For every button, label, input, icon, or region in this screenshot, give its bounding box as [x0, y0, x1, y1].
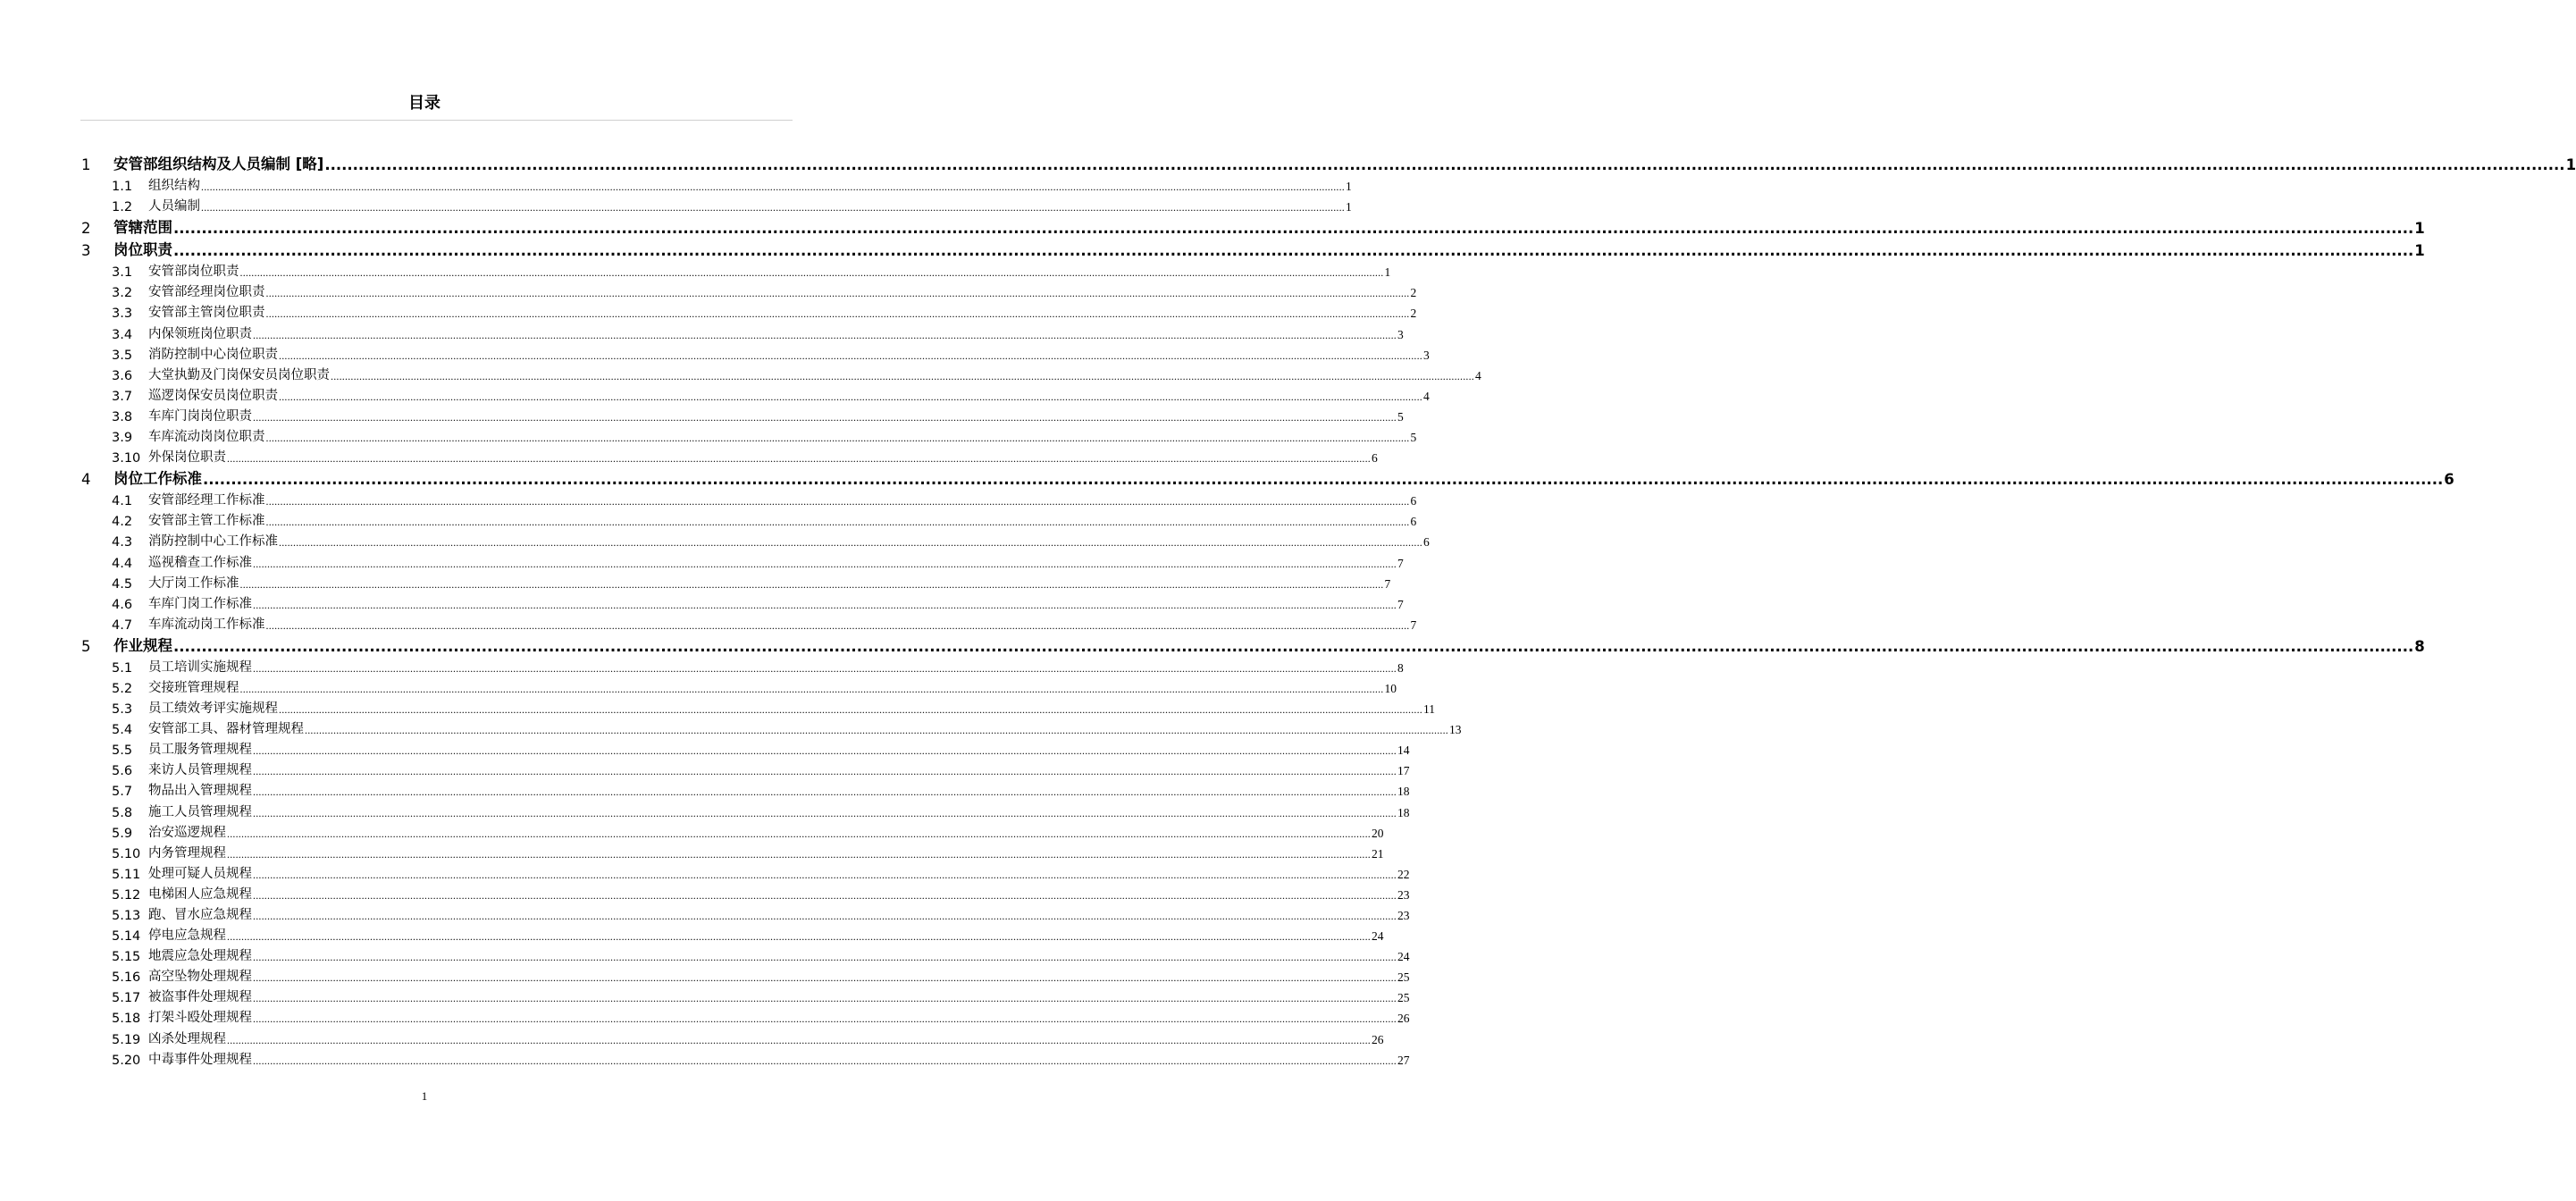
toc-entry-number: 5.5	[112, 743, 133, 759]
toc-section-entry[interactable]	[80, 321, 1404, 342]
toc-dot-leader: ................................................................................................................................................................................................................................................................................................................................................................................................................	[253, 661, 1397, 675]
toc-entry-page: 26	[1372, 1032, 1384, 1046]
toc-dot-leader: ................................................................................................................................................................................................................................................................................................................................................................................................................	[253, 785, 1397, 799]
toc-dot-leader: ................................................................................................................................................................................................................................................................................................................................................................................................................	[253, 410, 1397, 424]
toc-entry-number: 5.14	[112, 929, 141, 945]
toc-entry-title: 消防控制中心岗位职责	[148, 347, 278, 362]
page-number: 1	[421, 1089, 428, 1103]
toc-entry-number: 3.10	[112, 451, 141, 466]
toc-entry-title: 人员编制	[148, 199, 200, 214]
toc-entry-title: 打架斗殴处理规程	[148, 1011, 252, 1026]
toc-entry-number: 4.5	[112, 576, 133, 592]
toc-entry-page: 17	[1397, 764, 1410, 778]
toc-dot-leader: ................................................................................................................................................................................................................................................................................................................................................................................................................	[239, 682, 1384, 695]
toc-entry-page: 8	[2414, 637, 2425, 655]
toc-entry-title: 地震应急处理规程	[148, 949, 252, 964]
toc-dot-leader: ................................................................................................................................................................................................................................................................................................................................................................................................................	[253, 806, 1397, 819]
toc-entry-page: 10	[1384, 681, 1397, 695]
toc-section-entry[interactable]	[80, 383, 1430, 404]
toc-entry-page: 8	[1397, 660, 1404, 675]
toc-entry-number: 5.10	[112, 846, 141, 861]
toc-entry-title: 车库门岗岗位职责	[148, 408, 252, 424]
toc-entry-number: 1.2	[112, 200, 133, 215]
toc-entry-number: 5.15	[112, 950, 141, 965]
toc-section-entry[interactable]	[80, 259, 1391, 281]
toc-entry-page: 24	[1397, 950, 1410, 964]
toc-entry-page: 14	[1397, 743, 1410, 758]
toc-entry-number: 5.7	[112, 785, 133, 800]
toc-entry-number: 1.1	[112, 180, 133, 195]
toc-dot-leader: ................................................................................................................................................................................................................................................................................................................................................................................................................	[253, 744, 1397, 758]
toc-section-entry[interactable]	[80, 861, 1410, 882]
toc-entry-page: 21	[1372, 846, 1384, 861]
toc-entry-title: 安管部工具、器材管理规程	[148, 722, 304, 737]
toc-entry-number: 3.8	[112, 409, 133, 424]
toc-entry-number: 4.6	[112, 597, 133, 612]
toc-entry-number: 5.6	[112, 764, 133, 779]
toc-entry-page: 1	[2414, 242, 2425, 260]
toc-entry-title: 车库流动岗工作标准	[148, 617, 265, 632]
toc-entry-title: 员工培训实施规程	[148, 659, 252, 675]
toc-title: 目录	[408, 94, 441, 113]
toc-dot-leader: ................................................................................................................................................................................................................................................................................................................................................................................................................	[265, 287, 1410, 300]
toc-section-entry[interactable]	[80, 820, 1384, 841]
toc-section-entry[interactable]	[80, 445, 1378, 466]
toc-dot-leader: ................................................................................................................................................................................................................................................................................................................................................................................................................	[173, 637, 2414, 655]
toc-entry-title: 员工服务管理规程	[148, 743, 252, 758]
toc-section-entry[interactable]	[80, 985, 1410, 1006]
toc-entry-title: 处理可疑人员规程	[148, 866, 252, 881]
toc-entry-number: 5.17	[112, 991, 141, 1006]
toc-chapter-entry[interactable]	[80, 633, 2425, 655]
toc-entry-page: 25	[1397, 991, 1410, 1005]
toc-dot-leader: ................................................................................................................................................................................................................................................................................................................................................................................................................	[253, 1054, 1397, 1067]
toc-entry-page: 24	[1372, 929, 1384, 944]
toc-entry-number: 4.2	[112, 515, 133, 530]
toc-section-entry[interactable]	[80, 923, 1384, 945]
toc-entry-title: 凶杀处理规程	[148, 1031, 226, 1046]
toc-entry-number: 5	[81, 637, 91, 655]
toc-dot-leader: ................................................................................................................................................................................................................................................................................................................................................................................................................	[331, 369, 1474, 382]
toc-entry-title: 治安巡逻规程	[148, 825, 226, 840]
toc-section-entry[interactable]	[80, 737, 1410, 759]
toc-entry-number: 3.2	[112, 286, 133, 301]
toc-entry-page: 7	[1384, 576, 1391, 591]
toc-entry-page: 3	[1423, 348, 1430, 362]
toc-section-entry[interactable]	[80, 404, 1404, 424]
toc-entry-title: 作业规程	[113, 636, 172, 654]
toc-entry-number: 5.18	[112, 1012, 141, 1027]
toc-entry-number: 5.4	[112, 723, 133, 738]
toc-entry-number: 2	[81, 220, 91, 238]
toc-dot-leader: ................................................................................................................................................................................................................................................................................................................................................................................................................	[279, 536, 1422, 550]
toc-dot-leader: ................................................................................................................................................................................................................................................................................................................................................................................................................	[173, 242, 2414, 260]
toc-entry-number: 5.12	[112, 887, 141, 903]
toc-entry-title: 巡视稽查工作标准	[148, 555, 252, 570]
toc-entry-title: 安管部经理工作标准	[148, 493, 265, 508]
toc-entry-page: 4	[1475, 368, 1481, 382]
toc-entry-title: 施工人员管理规程	[148, 804, 252, 819]
toc-section-entry[interactable]	[80, 903, 1410, 923]
toc-section-entry[interactable]	[80, 363, 1481, 383]
toc-entry-title: 管辖范围	[113, 219, 172, 237]
toc-entry-page: 7	[1397, 556, 1404, 570]
toc-entry-title: 安管部主管岗位职责	[148, 306, 265, 321]
toc-section-entry[interactable]	[80, 550, 1404, 571]
toc-dot-leader: ................................................................................................................................................................................................................................................................................................................................................................................................................	[324, 156, 2565, 173]
toc-dot-leader: ................................................................................................................................................................................................................................................................................................................................................................................................................	[265, 307, 1410, 321]
toc-section-entry[interactable]	[80, 300, 1417, 322]
toc-entry-title: 安管部经理岗位职责	[148, 285, 265, 300]
toc-entry-number: 5.20	[112, 1053, 141, 1068]
toc-entry-title: 交接班管理规程	[148, 680, 239, 695]
toc-entry-number: 3.9	[112, 431, 133, 446]
toc-entry-page: 6	[1410, 494, 1417, 508]
toc-entry-page: 6	[1423, 535, 1430, 550]
toc-entry-number: 5.2	[112, 681, 133, 696]
toc-dot-leader: ................................................................................................................................................................................................................................................................................................................................................................................................................	[305, 724, 1448, 737]
toc-entry-number: 4.7	[112, 617, 133, 633]
toc-entry-title: 被盗事件处理规程	[148, 990, 252, 1005]
toc-dot-leader: ................................................................................................................................................................................................................................................................................................................................................................................................................	[253, 868, 1397, 881]
toc-dot-leader: ................................................................................................................................................................................................................................................................................................................................................................................................................	[253, 598, 1397, 611]
toc-section-entry[interactable]	[80, 655, 1404, 676]
toc-entry-page: 1	[1384, 265, 1391, 280]
toc-dot-leader: ................................................................................................................................................................................................................................................................................................................................................................................................................	[279, 349, 1422, 362]
toc-entry-number: 5.8	[112, 805, 133, 820]
toc-dot-leader: ................................................................................................................................................................................................................................................................................................................................................................................................................	[265, 516, 1410, 529]
toc-entry-title: 外保岗位职责	[148, 450, 226, 466]
toc-dot-leader: ................................................................................................................................................................................................................................................................................................................................................................................................................	[227, 1033, 1371, 1046]
toc-entry-title: 来访人员管理规程	[148, 763, 252, 778]
toc-section-entry[interactable]	[80, 424, 1417, 446]
toc-entry-page: 1	[1346, 200, 1352, 214]
toc-dot-leader: ................................................................................................................................................................................................................................................................................................................................................................................................................	[253, 910, 1397, 922]
toc-section-entry[interactable]	[80, 1026, 1384, 1047]
toc-entry-title: 车库流动岗岗位职责	[148, 430, 265, 445]
toc-entry-title: 组织结构	[148, 179, 200, 194]
toc-entry-title: 大堂执勤及门岗保安员岗位职责	[148, 367, 330, 382]
toc-section-entry[interactable]	[80, 1047, 1410, 1068]
toc-entry-number: 5.13	[112, 909, 141, 923]
toc-entry-title: 消防控制中心工作标准	[148, 534, 278, 550]
toc-section-entry[interactable]	[80, 612, 1417, 633]
toc-entry-number: 5.9	[112, 826, 133, 841]
toc-dot-leader: ................................................................................................................................................................................................................................................................................................................................................................................................................	[239, 266, 1384, 280]
toc-dot-leader: ................................................................................................................................................................................................................................................................................................................................................................................................................	[201, 181, 1345, 194]
toc-entry-page: 1	[1346, 180, 1352, 194]
toc-entry-number: 3	[81, 242, 91, 260]
toc-entry-title: 岗位职责	[113, 241, 172, 259]
toc-entry-title: 岗位工作标准	[113, 470, 202, 488]
toc-section-entry[interactable]	[80, 676, 1397, 696]
toc-entry-page: 6	[1372, 451, 1378, 466]
toc-dot-leader: ................................................................................................................................................................................................................................................................................................................................................................................................................	[253, 992, 1397, 1005]
toc-entry-number: 5.16	[112, 970, 141, 986]
toc-section-entry[interactable]	[80, 696, 1435, 718]
toc-entry-page: 18	[1397, 805, 1410, 819]
toc-entry-page: 2	[1410, 286, 1417, 300]
toc-entry-page: 5	[1397, 409, 1404, 424]
toc-entry-page: 27	[1397, 1053, 1410, 1067]
toc-dot-leader: ................................................................................................................................................................................................................................................................................................................................................................................................................	[253, 971, 1397, 985]
toc-entry-title: 员工绩效考评实施规程	[148, 701, 278, 717]
toc-entry-title: 车库门岗工作标准	[148, 596, 252, 611]
toc-entry-page: 25	[1397, 970, 1410, 985]
toc-chapter-entry[interactable]	[80, 214, 2425, 238]
toc-entry-number: 4.4	[112, 556, 133, 571]
toc-entry-number: 5.1	[112, 660, 133, 676]
toc-entry-title: 中毒事件处理规程	[148, 1052, 252, 1067]
title-divider	[80, 120, 793, 121]
toc-entry-page: 2	[1410, 307, 1417, 321]
toc-entry-page: 6	[2444, 471, 2454, 489]
toc-entry-title: 安管部主管工作标准	[148, 514, 265, 529]
toc-entry-number: 5.19	[112, 1032, 141, 1047]
toc-entry-title: 安管部岗位职责	[148, 265, 239, 280]
toc-section-entry[interactable]	[80, 1005, 1410, 1027]
toc-dot-leader: ................................................................................................................................................................................................................................................................................................................................................................................................................	[173, 220, 2414, 238]
toc-entry-page: 20	[1372, 826, 1384, 840]
toc-section-entry[interactable]	[80, 944, 1410, 965]
toc-entry-title: 物品出入管理规程	[148, 784, 252, 799]
toc-entry-number: 1	[81, 156, 91, 173]
toc-dot-leader: ................................................................................................................................................................................................................................................................................................................................................................................................................	[227, 452, 1371, 466]
toc-section-entry[interactable]	[80, 592, 1404, 612]
toc-entry-page: 23	[1397, 887, 1410, 902]
toc-section-entry[interactable]	[80, 529, 1430, 550]
toc-entry-page: 1	[2565, 156, 2576, 173]
toc-section-entry[interactable]	[80, 508, 1417, 530]
toc-dot-leader: ................................................................................................................................................................................................................................................................................................................................................................................................................	[239, 577, 1384, 591]
toc-chapter-entry[interactable]	[80, 151, 2576, 173]
toc-section-entry[interactable]	[80, 173, 1352, 195]
toc-dot-leader: ................................................................................................................................................................................................................................................................................................................................................................................................................	[227, 827, 1371, 840]
toc-entry-title: 跑、冒水应急规程	[148, 908, 252, 922]
toc-section-entry[interactable]	[80, 280, 1417, 301]
toc-dot-leader: ................................................................................................................................................................................................................................................................................................................................................................................................................	[253, 888, 1397, 902]
toc-entry-page: 7	[1410, 617, 1417, 632]
toc-entry-page: 13	[1449, 723, 1462, 737]
toc-entry-title: 高空坠物处理规程	[148, 970, 252, 985]
toc-dot-leader: ................................................................................................................................................................................................................................................................................................................................................................................................................	[203, 471, 2444, 489]
toc-entry-page: 7	[1397, 597, 1404, 611]
toc-entry-page: 23	[1397, 909, 1410, 922]
toc-entry-number: 4.1	[112, 494, 133, 509]
toc-entry-page: 22	[1397, 867, 1410, 881]
toc-entry-title: 停电应急规程	[148, 928, 226, 944]
toc-dot-leader: ................................................................................................................................................................................................................................................................................................................................................................................................................	[201, 201, 1345, 214]
toc-dot-leader: ................................................................................................................................................................................................................................................................................................................................................................................................................	[253, 951, 1397, 964]
toc-chapter-entry[interactable]	[80, 466, 2454, 489]
toc-entry-page: 1	[2414, 220, 2425, 238]
toc-section-entry[interactable]	[80, 758, 1410, 779]
toc-dot-leader: ................................................................................................................................................................................................................................................................................................................................................................................................................	[265, 432, 1410, 445]
toc-dot-leader: ................................................................................................................................................................................................................................................................................................................................................................................................................	[227, 930, 1371, 944]
toc-entry-page: 11	[1423, 702, 1435, 717]
toc-dot-leader: ................................................................................................................................................................................................................................................................................................................................................................................................................	[279, 390, 1422, 403]
toc-entry-page: 3	[1397, 327, 1404, 341]
toc-entry-page: 4	[1423, 389, 1430, 403]
toc-entry-number: 3.6	[112, 368, 133, 383]
toc-section-entry[interactable]	[80, 194, 1352, 215]
toc-entry-number: 5.3	[112, 702, 133, 718]
toc-dot-leader: ................................................................................................................................................................................................................................................................................................................................................................................................................	[279, 703, 1422, 717]
toc-dot-leader: ................................................................................................................................................................................................................................................................................................................................................................................................................	[265, 618, 1410, 632]
toc-entry-title: 巡逻岗保安员岗位职责	[148, 388, 278, 403]
toc-section-entry[interactable]	[80, 571, 1391, 592]
toc-entry-title: 内务管理规程	[148, 845, 226, 861]
toc-entry-page: 26	[1397, 1012, 1410, 1026]
toc-entry-title: 安管部组织结构及人员编制 [略]	[113, 155, 324, 172]
toc-entry-number: 3.7	[112, 389, 133, 404]
toc-section-entry[interactable]	[80, 488, 1417, 509]
toc-entry-title: 内保领班岗位职责	[148, 326, 252, 341]
toc-entry-number: 3.1	[112, 265, 133, 281]
toc-entry-number: 3.3	[112, 307, 133, 322]
toc-dot-leader: ................................................................................................................................................................................................................................................................................................................................................................................................................	[253, 765, 1397, 778]
toc-entry-page: 6	[1410, 515, 1417, 529]
toc-entry-page: 18	[1397, 785, 1410, 799]
toc-entry-page: 5	[1410, 431, 1417, 445]
toc-section-entry[interactable]	[80, 342, 1430, 363]
toc-section-entry[interactable]	[80, 841, 1384, 861]
table-of-contents	[80, 151, 2576, 1068]
toc-section-entry[interactable]	[80, 964, 1410, 986]
toc-dot-leader: ................................................................................................................................................................................................................................................................................................................................................................................................................	[227, 847, 1371, 861]
toc-section-entry[interactable]	[80, 778, 1410, 800]
toc-section-entry[interactable]	[80, 882, 1410, 903]
toc-dot-leader: ................................................................................................................................................................................................................................................................................................................................................................................................................	[265, 495, 1410, 508]
toc-dot-leader: ................................................................................................................................................................................................................................................................................................................................................................................................................	[253, 328, 1397, 341]
toc-entry-title: 电梯困人应急规程	[148, 886, 252, 902]
toc-section-entry[interactable]	[80, 799, 1410, 820]
toc-dot-leader: ................................................................................................................................................................................................................................................................................................................................................................................................................	[253, 557, 1397, 570]
toc-chapter-entry[interactable]	[80, 237, 2425, 260]
toc-entry-number: 4	[81, 471, 91, 489]
toc-entry-number: 3.4	[112, 327, 133, 342]
toc-entry-title: 大厅岗工作标准	[148, 575, 239, 591]
toc-section-entry[interactable]	[80, 717, 1462, 738]
toc-entry-number: 4.3	[112, 535, 133, 550]
toc-entry-number: 5.11	[112, 867, 141, 882]
toc-dot-leader: ................................................................................................................................................................................................................................................................................................................................................................................................................	[253, 1012, 1397, 1026]
toc-entry-number: 3.5	[112, 348, 133, 363]
